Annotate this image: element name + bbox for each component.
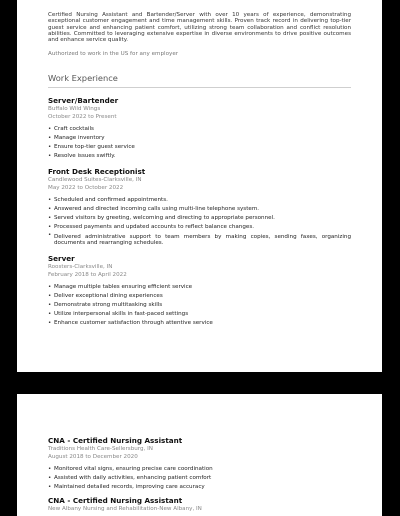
job-bullet: • Monitored vital signs, ensuring precise care coordination [48, 465, 351, 474]
job-bullet: • Craft cocktails [48, 125, 351, 134]
work-authorization: Authorized to work in the US for any employer [48, 51, 179, 58]
job-title: CNA - Certified Nursing Assistant [48, 496, 183, 505]
work-experience-heading: Work Experience [48, 73, 351, 88]
job-dates: October 2022 to Present [48, 114, 117, 121]
job-bullet: • Maintained detailed records, improving care accuracy [48, 483, 351, 492]
job-entry [48, 496, 351, 513]
job-bullet: • Scheduled and confirmed appointments. [48, 196, 351, 205]
job-dates: May 2022 to October 2022 [48, 185, 124, 192]
job-dates: August 2018 to December 2020 [48, 454, 138, 460]
job-employer: New Albany Nursing and Rehabilitation-New Albany, IN [48, 506, 202, 512]
job-bullet: • Served visitors by greeting, welcoming and directing to appropriate personnel. [48, 214, 351, 223]
job-bullet: • Utilize interpersonal skills in fast-paced settings [48, 310, 351, 319]
resume-page-1 [17, 0, 382, 372]
job-title: CNA - Certified Nursing Assistant [48, 436, 183, 445]
job-bullet: • Enhance customer satisfaction through attentive service [48, 319, 351, 328]
job-entry [48, 96, 351, 161]
job-employer: Roosters-Clarksville, IN [48, 263, 113, 270]
job-title: Front Desk Receptionist [48, 167, 146, 177]
job-bullet: • Assisted with daily activities, enhancing patient comfort [48, 474, 351, 483]
job-entry [48, 436, 351, 492]
job-dates: February 2018 to April 2022 [48, 271, 127, 278]
job-title: Server/Bartender [48, 96, 119, 106]
job-bullets [48, 465, 351, 492]
job-bullet: • Processed payments and updated accounts to reflect balance changes. [48, 223, 351, 232]
job-bullets [48, 196, 351, 247]
job-bullet: • Demonstrate strong multitasking skills [48, 301, 351, 310]
job-employer: Buffalo Wild Wings [48, 106, 101, 113]
job-title: Server [48, 253, 75, 263]
job-bullet: • Deliver exceptional dining experiences [48, 292, 351, 301]
job-bullet: • Manage multiple tables ensuring efficient service [48, 283, 351, 292]
job-employer: Traditions Health Care-Sellersburg, IN [48, 446, 153, 452]
job-entry [48, 254, 351, 328]
job-bullet: • Ensure top-tier guest service [48, 143, 351, 152]
job-bullets [48, 125, 351, 161]
job-bullet: • Manage inventory [48, 134, 351, 143]
job-bullet: • Delivered administrative support to team members by making copies, sending faxes, organizing documents and rearranging schedules. [48, 232, 351, 247]
professional-summary: Certified Nursing Assistant and Bartender/Server with over 10 years of experience, demonstrating exceptional customer engagement and time management skills. Proven track record in delivering top-tier guest service and enhancing patient comfort, utilizing strong team collaboration and conflict resolution abilities. Committed to leveraging extensive expertise in diverse environments to drive positive outcomes and enhance service quality. [48, 12, 351, 44]
job-entry [48, 167, 351, 247]
job-employer: Candlewood Suites-Clarksville, IN [48, 177, 142, 184]
job-bullets [48, 283, 351, 328]
resume-page-2 [17, 394, 382, 516]
job-bullet: • Answered and directed incoming calls using multi-line telephone system. [48, 205, 351, 214]
job-bullet: • Resolve issues swiftly. [48, 152, 351, 161]
